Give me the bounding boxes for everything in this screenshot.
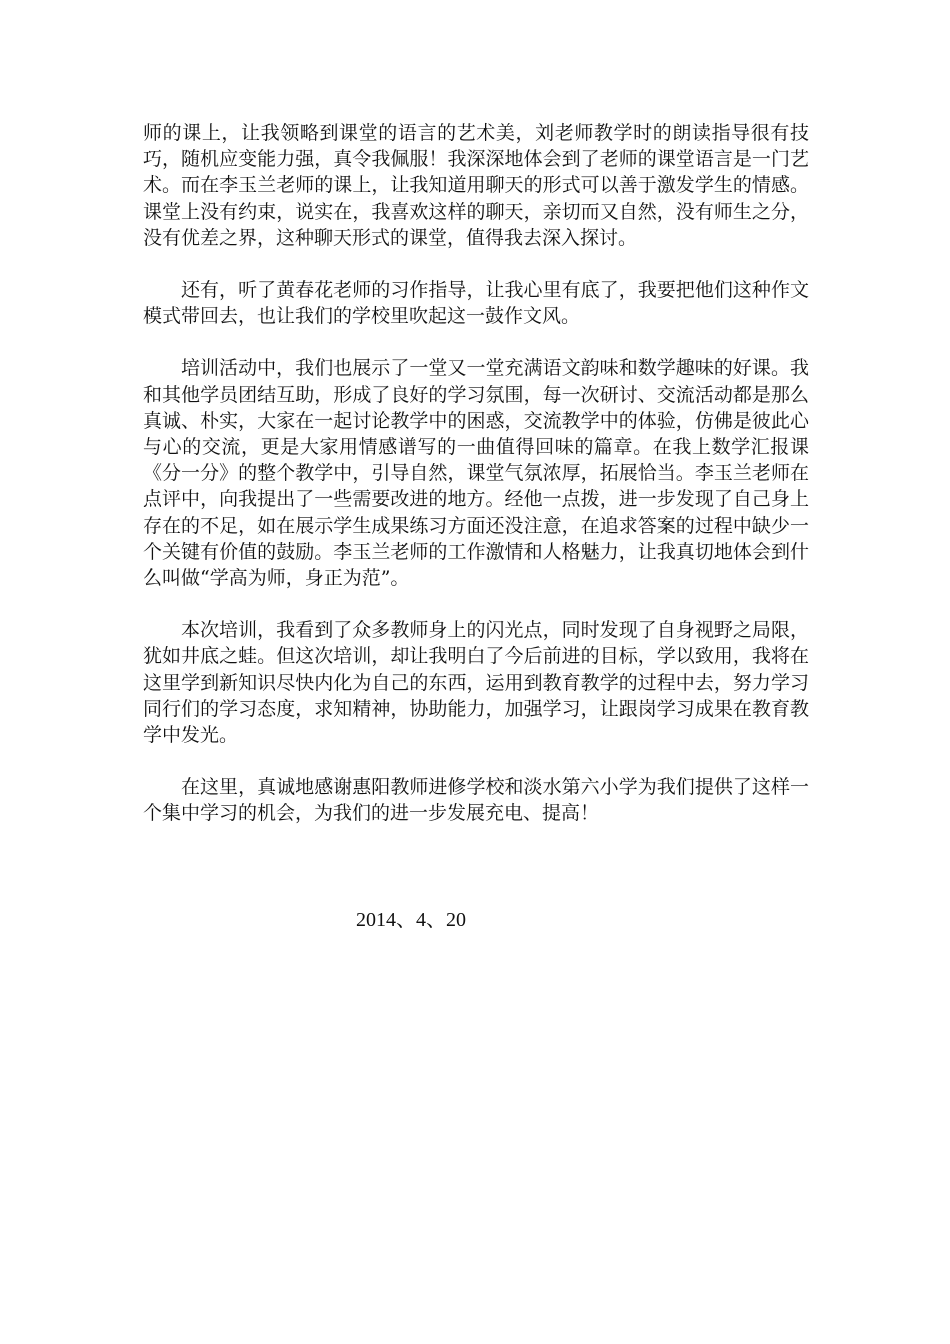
document-body: [143, 120, 809, 853]
paragraph-training-reflection: 本次培训，我看到了众多教师身上的闪光点，同时发现了自身视野之局限，犹如井底之蛙。但这次培训，却让我明白了今后前进的目标，学以致用，我将在这里学到新知识尽快内化为自己的东西，运用到教育教学的过程中去，努力学习同行们的学习态度，求知精神，协助能力，加强学习，让跟岗学习成果在教育教学中发光。: [143, 619, 809, 747]
paragraph-continued: 师的课上，让我领略到课堂的语言的艺术美，刘老师教学时的朗读指导很有技巧，随机应变能力强，真令我佩服！我深深地体会到了老师的课堂语言是一门艺术。而在李玉兰老师的课上，让我知道用聊天的形式可以善于激发学生的情感。课堂上没有约束，说实在，我喜欢这样的聊天，亲切而又自然，没有师生之分，没有优差之界，这种聊天形式的课堂，值得我去深入探讨。: [143, 122, 809, 249]
paragraph-thanks: 在这里，真诚地感谢惠阳教师进修学校和淡水第六小学为我们提供了这样一个集中学习的机会，为我们的进一步发展充电、提高！: [143, 776, 809, 825]
paragraph-training-activities: 培训活动中，我们也展示了一堂又一堂充满语文韵味和数学趣味的好课。我和其他学员团结互助，形成了良好的学习氛围，每一次研讨、交流活动都是那么真诚、朴实，大家在一起讨论教学中的困惑，交流教学中的体验，仿佛是彼此心与心的交流，更是大家用情感谱写的一曲值得回味的篇章。在我上数学汇报课《分一分》的整个教学中，引导自然，课堂气氛浓厚，拓展恰当。李玉兰老师在点评中，向我提出了一些需要改进的地方。经他一点拨，进一步发现了自己身上存在的不足，如在展示学生成果练习方面还没注意，在追求答案的过程中缺少一个关键有价值的鼓励。李玉兰老师的工作激情和人格魅力，让我真切地体会到什么叫做“学高为师，身正为范”。: [143, 357, 809, 590]
paragraph-writing-guidance: 还有，听了黄春花老师的习作指导，让我心里有底了，我要把他们这种作文模式带回去，也让我们的学校里吹起这一鼓作文风。: [143, 279, 809, 328]
document-date: 2014、4、20: [356, 909, 466, 931]
